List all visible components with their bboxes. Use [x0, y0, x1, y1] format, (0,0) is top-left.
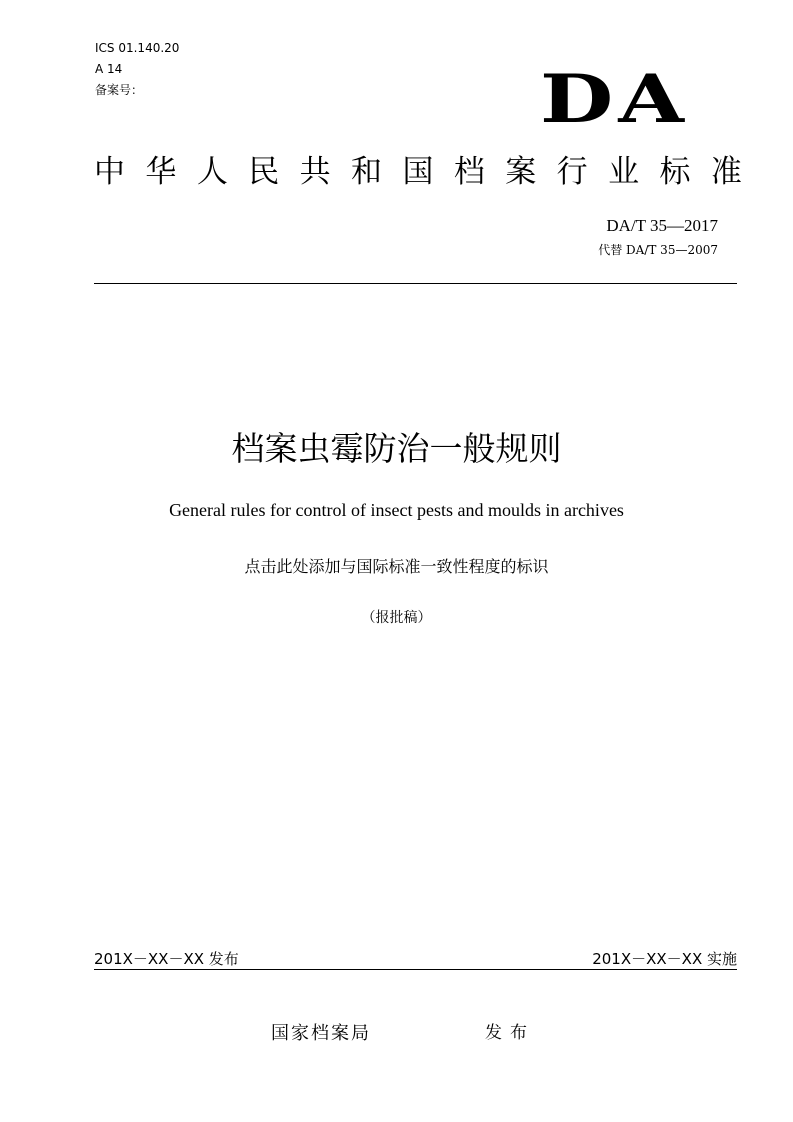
standard-type-char: 业 [608, 154, 640, 190]
issue-label: 发布 [485, 1023, 535, 1043]
standard-type-char: 中 [94, 154, 125, 190]
standard-type-char: 行 [556, 154, 588, 190]
standard-type-char: 档 [453, 154, 485, 190]
top-divider [94, 283, 737, 284]
implementation-date: 201X－XX－XX 实施 [592, 950, 737, 968]
standard-type-char: 人 [196, 154, 228, 190]
english-title: General rules for control of insect pests and moulds in archives [169, 500, 624, 520]
standard-type-char: 和 [351, 154, 383, 190]
draft-status: （报批稿） [361, 610, 432, 626]
bottom-divider [94, 969, 737, 970]
issue-date: 201X－XX－XX 发布 [94, 950, 239, 968]
da-logo: DA [540, 60, 690, 138]
standard-type-char: 华 [145, 154, 177, 190]
standard-type-char: 标 [659, 154, 691, 190]
chinese-title: 档案虫霉防治一般规则 [231, 429, 562, 468]
standard-type-char: 案 [505, 154, 537, 190]
standard-type-char: 准 [710, 154, 742, 190]
issuing-authority: 国家档案局 [271, 1023, 371, 1044]
consistency-note: 点击此处添加与国际标准一致性程度的标识 [244, 557, 549, 576]
standard-type-char: 民 [248, 154, 280, 190]
standard-number: DA/T 35—2017 [606, 216, 718, 235]
classification-code: A 14 [95, 62, 123, 76]
standard-type-char: 国 [402, 154, 434, 190]
replaces-standard: 代替 DA/T 35—2007 [598, 243, 718, 257]
ics-code: ICS 01.140.20 [95, 41, 180, 55]
record-number-label: 备案号： [95, 83, 144, 97]
standard-type-char: 共 [299, 154, 331, 190]
standard-type-heading [94, 150, 742, 194]
